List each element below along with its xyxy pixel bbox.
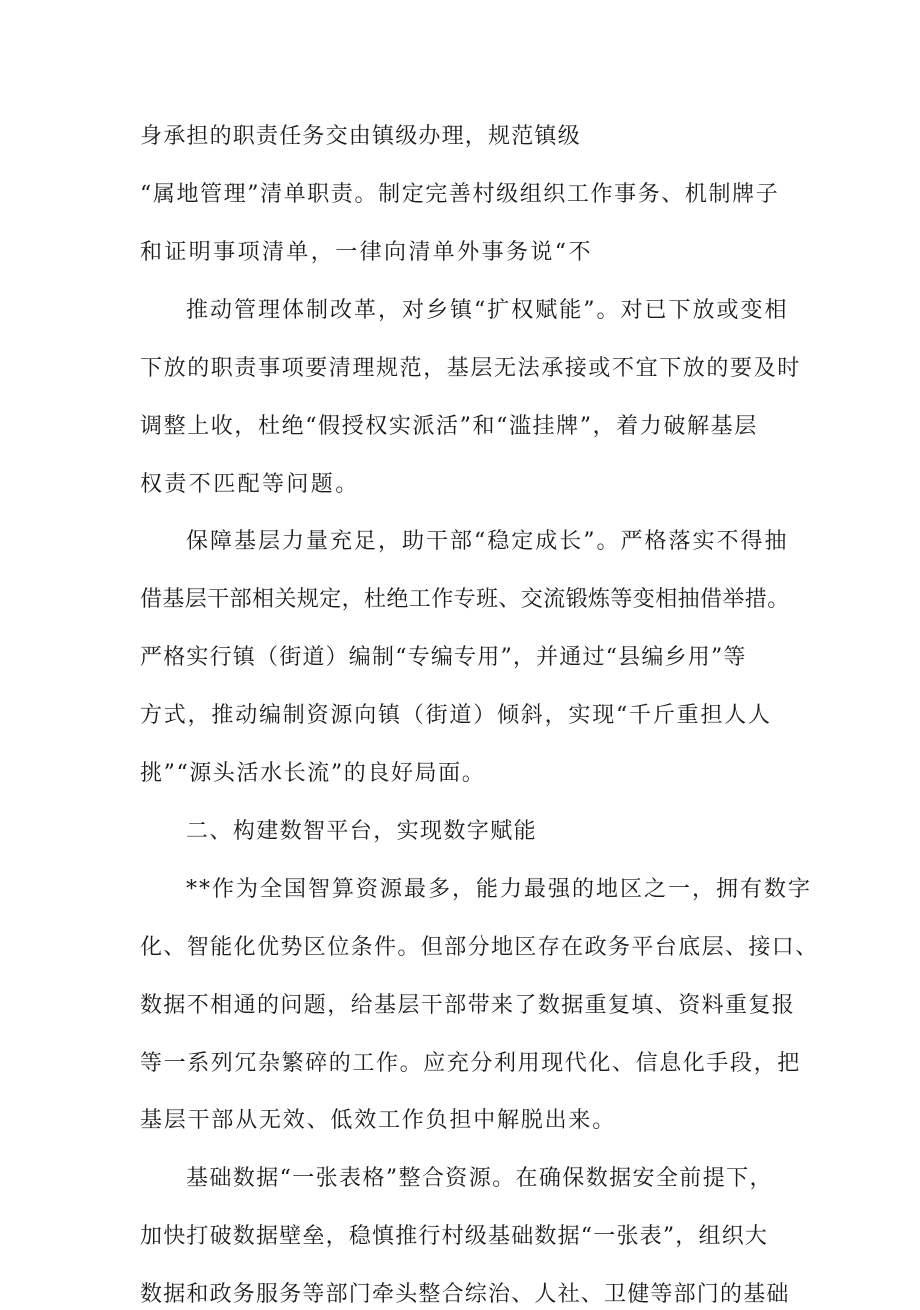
text-line: 权责不匹配等问题。 bbox=[140, 472, 360, 497]
text-line: 数据和政务服务等部门牵头整合综治、人社、卫健等部门的基础 bbox=[140, 1282, 790, 1307]
text-line: 下放的职责事项要清理规范，基层无法承接或不宜下放的要及时 bbox=[140, 356, 801, 381]
text-line: 和证明事项清单，一律向清单外事务说“不 bbox=[140, 240, 593, 265]
text-line: 等一系列冗杂繁碎的工作。应充分利用现代化、信息化手段，把 bbox=[140, 1051, 801, 1076]
text-line: 严格实行镇（街道）编制“专编专用”，并通过“县编乡用”等 bbox=[140, 645, 747, 670]
section-heading: 二、构建数智平台，实现数字赋能 bbox=[186, 819, 538, 844]
text-line: 化、智能化优势区位条件。但部分地区存在政务平台底层、接口、 bbox=[140, 935, 819, 960]
text-line: 身承担的职责任务交由镇级办理，规范镇级 bbox=[140, 124, 581, 149]
paragraph-first-line: **作为全国智算资源最多，能力最强的地区之一，拥有数字 bbox=[186, 877, 813, 902]
text-line: 数据不相通的问题，给基层干部带来了数据重复填、资料重复报 bbox=[140, 993, 796, 1018]
text-line: 挑”“源头活水长流”的良好局面。 bbox=[140, 761, 486, 786]
paragraph-first-line: 推动管理体制改革，对乡镇“扩权赋能”。对已下放或变相 bbox=[186, 298, 789, 323]
text-line: 基层干部从无效、低效工作负担中解脱出来。 bbox=[140, 1108, 617, 1133]
text-line: 加快打破数据壁垒，稳慎推行村级基础数据“一张表”，组织大 bbox=[140, 1224, 769, 1249]
text-line: 方式，推动编制资源向镇（街道）倾斜，实现“千斤重担人人 bbox=[140, 703, 772, 728]
text-line: 调整上收，杜绝“假授权实派活”和“滥挂牌”，着力破解基层 bbox=[140, 414, 758, 439]
paragraph-first-line: 保障基层力量充足，助干部“稳定成长”。严格落实不得抽 bbox=[186, 529, 789, 554]
text-line: “属地管理”清单职责。制定完善村级组织工作事务、机制牌子 bbox=[140, 182, 780, 207]
paragraph-first-line: 基础数据“一张表格”整合资源。在确保数据安全前提下， bbox=[186, 1166, 773, 1191]
text-line: 借基层干部相关规定，杜绝工作专班、交流锻炼等变相抽借举措。 bbox=[140, 587, 790, 612]
